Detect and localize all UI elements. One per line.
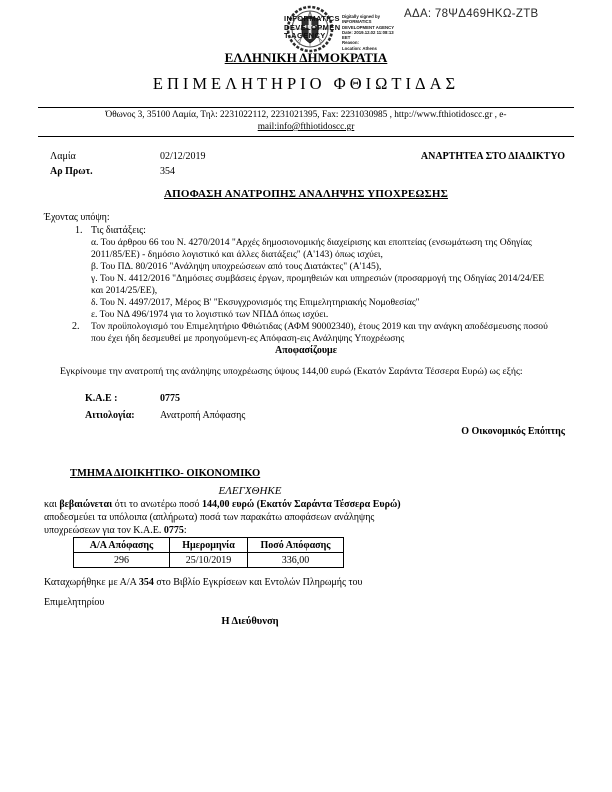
city-label: Λαμία xyxy=(50,151,76,162)
registered-pre: Καταχωρήθηκε με Α/Α xyxy=(44,577,139,588)
registered-line-2: Επιμελητηρίου xyxy=(44,597,105,608)
protocol-number: 354 xyxy=(160,166,175,177)
kae-label: Κ.Α.Ε : xyxy=(85,393,118,404)
legal-reference-line: δ. Του Ν. 4497/2017, Μέρος Β' "Εκσυγχρονισμός της Επιμελητηριακής Νομοθεσίας" xyxy=(91,297,420,308)
certify-line xyxy=(44,499,401,510)
stamp-overlay-line: T AGENCY xyxy=(284,31,326,40)
header-divider-bottom xyxy=(38,136,574,137)
digital-signature-stamp xyxy=(284,5,409,55)
considering-intro: Έχοντας υπόψη: xyxy=(44,212,110,223)
certify-pre: και xyxy=(44,499,60,510)
stamp-signature-line: Location: Athens xyxy=(342,45,377,51)
certify-bold: βεβαιώνεται xyxy=(59,499,113,510)
table-row xyxy=(74,553,344,568)
budget-line: Τον προϋπολογισμό του Επιμελητήριο Φθιώτιδας (ΑΦΜ 90002340), έτους 2019 και την ανάγκη αποδέσμευσης ποσού xyxy=(91,321,548,332)
budget-line: που έχει ήδη δεσμευθεί με προηγούμενη-ες Απόφαση-εις Ανάληψης Υποχρέωσης xyxy=(91,333,405,344)
table-header-row xyxy=(74,538,344,553)
list-item-number: 1. xyxy=(75,225,83,236)
kae-line-post: : xyxy=(183,525,187,536)
column-header: Ποσό Απόφασης xyxy=(248,538,344,553)
stamp-signature-line: EET xyxy=(342,35,351,41)
registered-entry-number: 354 xyxy=(138,577,154,588)
stamp-signature-line: DEVELOPMENT AGENCY xyxy=(342,24,395,30)
approval-line: Εγκρίνουμε την ανατροπή της ανάληψης υποχρέωσης ύψους 144,00 ευρώ (Εκατόν Σαράντα Τέσσερα Ευρώ) ως εξής: xyxy=(60,366,523,377)
checked-label: ΕΛΕΓΧΘΗΚΕ xyxy=(218,485,282,497)
legal-reference-line: ε. Του ΝΔ 496/1974 για το λογιστικό των ΝΠΔΔ όπως ισχύει. xyxy=(91,309,329,320)
kae-line-code: 0775 xyxy=(163,525,184,536)
stamp-signature-line: Date: 2019.12.02 11:08:13 xyxy=(342,29,394,35)
stamp-signature-details xyxy=(342,14,406,51)
table-cell-date: 25/10/2019 xyxy=(170,553,248,568)
document-date: 02/12/2019 xyxy=(160,151,206,162)
legal-reference-line: α. Του άρθρου 66 του Ν. 4270/2014 "Αρχές δημοσιονομικής διαχείρισης και εποπτείας (ενσωμάτωση της Οδηγίας xyxy=(91,237,532,248)
list-item-text: Τις διατάξεις: xyxy=(91,225,146,236)
financial-supervisor-signature-title: Ο Οικονομικός Επόπτης xyxy=(461,426,565,437)
table-cell-amount: 336,00 xyxy=(248,553,344,568)
table-cell-decision-id: 296 xyxy=(74,553,170,568)
legal-reference-line: γ. Του Ν. 4412/2016 "Δημόσιες συμβάσεις έργων, προμηθειών και υπηρεσιών (προσαρμογή της Οδηγίας 2014/24/ΕΕ xyxy=(91,273,545,284)
direction-signature-title: Η Διεύθυνση xyxy=(221,616,279,627)
legal-reference-line: και 2014/25/ΕΕ), xyxy=(91,285,158,296)
chamber-heading: ΕΠΙΜΕΛΗΤΗΡΙΟ ΦΘΙΩΤΙΔΑΣ xyxy=(152,74,460,93)
department-title: ΤΜΗΜΑ ΔΙΟΙΚΗΤΙΚΟ- ΟΙΚΟΝΟΜΙΚΟ xyxy=(70,468,261,479)
legal-reference-line: β. Του ΠΔ. 80/2016 "Ανάληψη υποχρεώσεων από τους Διατάκτες" (Α'145), xyxy=(91,261,382,272)
decisions-table xyxy=(73,537,344,568)
registered-post: στο Βιβλίο Εγκρίσεων και Εντολών Πληρωμής του xyxy=(153,577,363,588)
publish-note: ΑΝΑΡΤΗΤΕΑ ΣΤΟ ΔΙΑΔΙΚΤΥΟ xyxy=(420,151,565,162)
certify-mid: ότι το ανωτέρω ποσό xyxy=(112,499,203,510)
address-line-2: mail:info@fthiotidoscc.gr xyxy=(257,122,355,132)
release-line: αποδεσμεύει τα υπόλοιπα (απλήρωτα) ποσά των παρακάτω αποφάσεων ανάληψης xyxy=(44,512,375,523)
kae-line-pre: υποχρεώσεων για τον Κ.Α.Ε. xyxy=(44,525,164,536)
column-header: Α/Α Απόφασης xyxy=(74,538,170,553)
document-title: ΑΠΟΦΑΣΗ ΑΝΑΤΡΟΠΗΣ ΑΝΑΛΗΨΗΣ ΥΠΟΧΡΕΩΣΗΣ xyxy=(163,188,449,200)
address-line-1: Όθωνος 3, 35100 Λαμία, Τηλ: 2231022112, 2231021395, Fax: 2231030985 , http://www.fthiotidoscc.gr , e- xyxy=(105,110,507,120)
header-divider-top xyxy=(38,107,574,108)
decision-heading: Αποφασίζουμε xyxy=(275,345,337,356)
kae-reference-line xyxy=(44,525,187,536)
stamp-signature-line: Digitally signed by xyxy=(342,14,380,19)
list-item-number: 2. xyxy=(72,321,80,332)
registered-line xyxy=(44,577,362,588)
reason-value: Ανατροπή Απόφασης xyxy=(160,410,246,421)
stamp-overlay-line: DEVELOPMEN xyxy=(284,22,341,32)
stamp-signature-line: Reason: xyxy=(342,40,359,46)
protocol-label: Αρ Πρωτ. xyxy=(50,166,93,177)
legal-reference-line: 2011/85/ΕΕ) - δημόσιο λογιστικό και άλλες διατάξεις" (Α'143) όπως ισχύει, xyxy=(91,249,383,260)
certify-amount: 144,00 ευρώ (Εκατόν Σαράντα Τέσσερα Ευρώ) xyxy=(202,499,401,510)
hellenic-republic-heading: ΕΛΛΗΝΙΚΗ ΔΗΜΟΚΡΑΤΙΑ xyxy=(224,50,388,65)
stamp-overlay-line: INFORMATICS xyxy=(284,14,340,23)
ada-code: ΑΔΑ: 78ΨΔ469ΗΚΩ-ΖΤΒ xyxy=(404,8,539,20)
reason-label: Αιτιολογία: xyxy=(85,410,135,421)
kae-value: 0775 xyxy=(160,393,180,404)
column-header: Ημερομηνία xyxy=(170,538,248,553)
stamp-signature-line: INFORMATICS xyxy=(342,19,372,25)
